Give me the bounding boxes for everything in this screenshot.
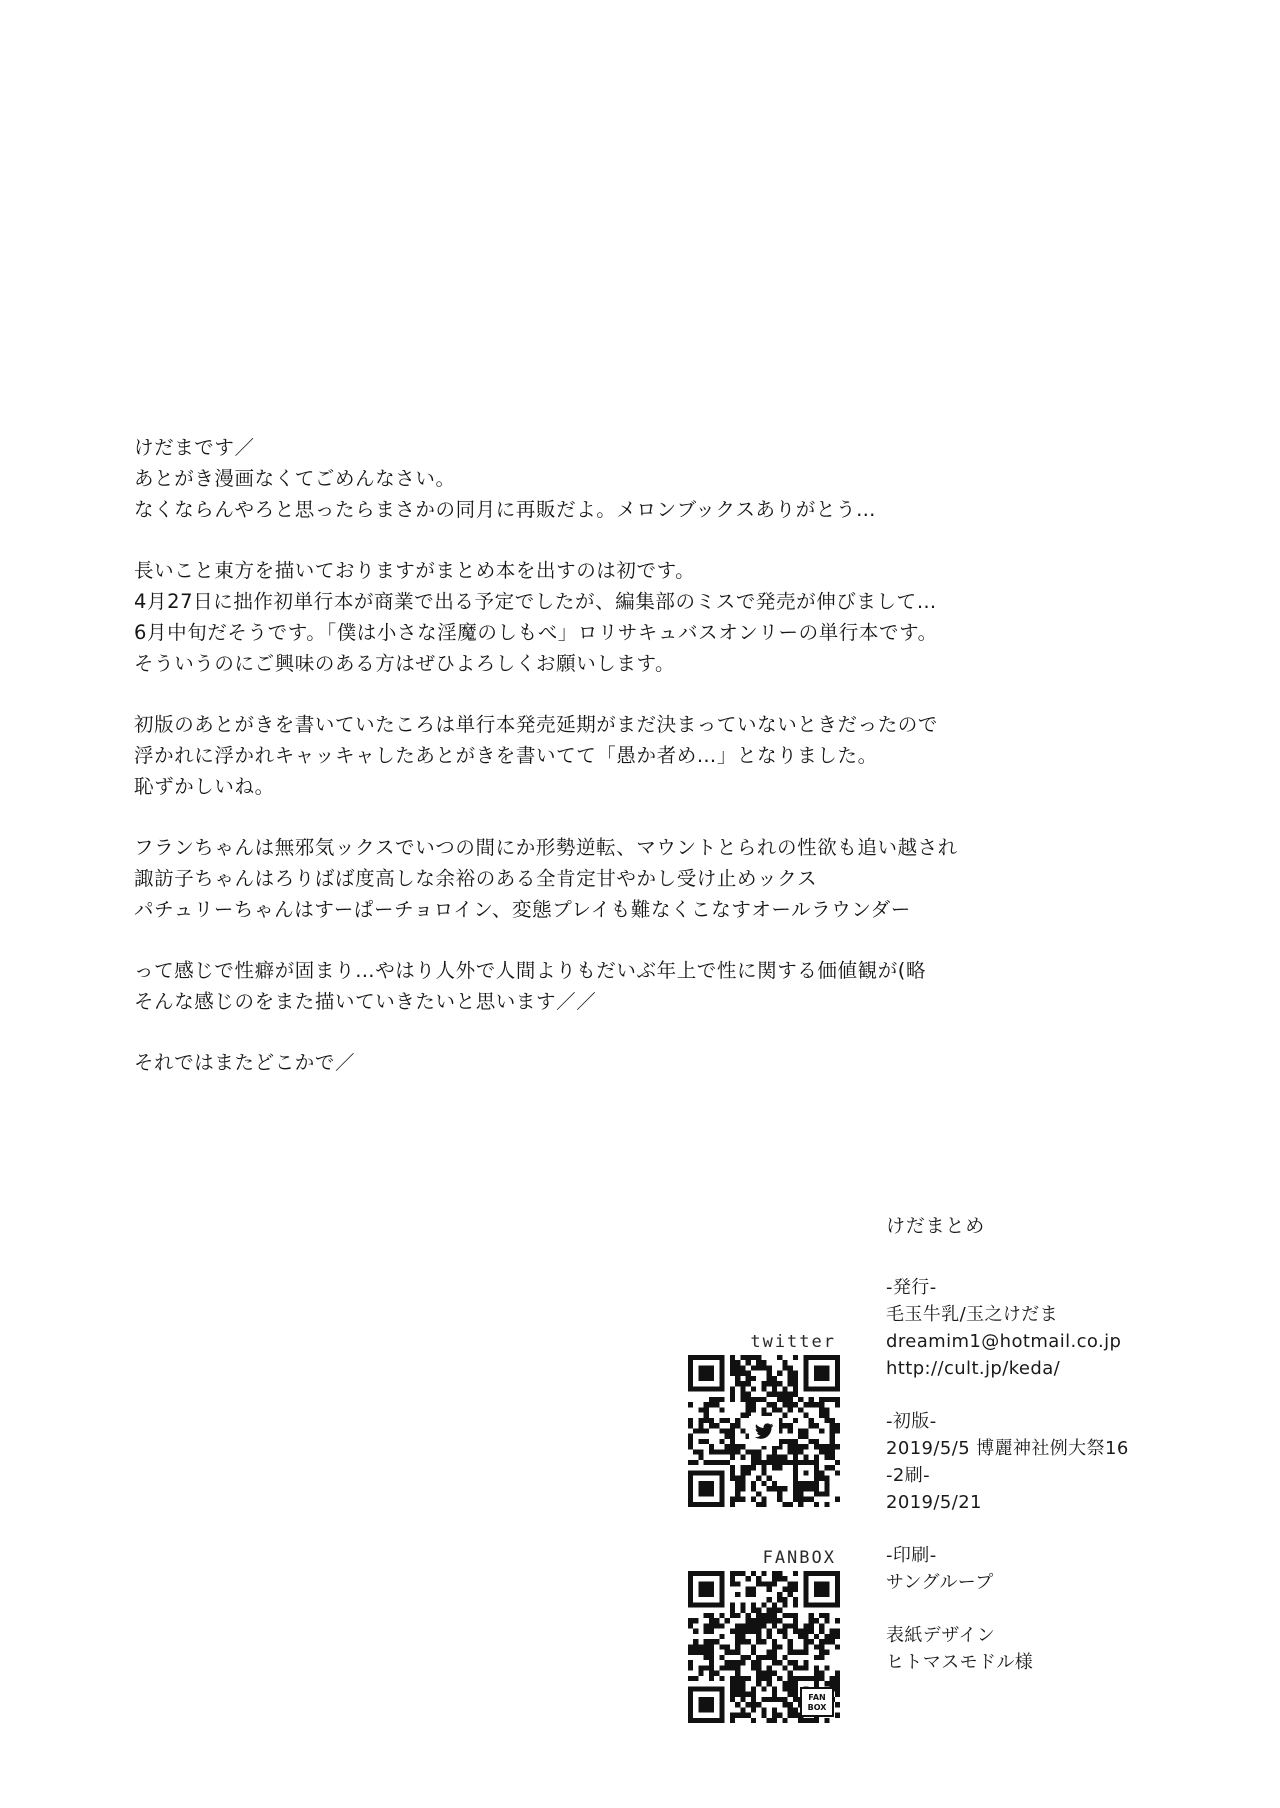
afterword-paragraph <box>134 832 1144 925</box>
afterword-paragraph <box>134 1047 1144 1078</box>
colophon-group-editions <box>886 1408 1216 1516</box>
afterword-paragraph <box>134 955 1144 1017</box>
colophon-line: 毛玉牛乳/玉之けだま <box>886 1304 1059 1325</box>
afterword-line: あとがき漫画なくてごめんなさい。 <box>134 467 456 490</box>
qr-code-fanbox[interactable] <box>688 1548 840 1723</box>
qr-code-twitter[interactable] <box>688 1332 840 1507</box>
afterword-line: パチュリーちゃんはすーぱーチョロイン、変態プレイも難なくこなすオールラウンダー <box>134 898 911 921</box>
afterword-line: 初版のあとがきを書いていたころは単行本発売延期がまだ決まっていないときだったので <box>134 713 939 736</box>
afterword-line: 6月中旬だそうです。「僕は小さな淫魔のしもべ」ロリサキュバスオンリーの単行本です。 <box>134 621 938 644</box>
colophon-group-printer <box>886 1542 1216 1596</box>
afterword-paragraph <box>134 555 1144 679</box>
colophon-line: 2019/5/5 博麗神社例大祭16 <box>886 1438 1129 1459</box>
colophon-url: http://cult.jp/keda/ <box>886 1358 1061 1379</box>
qr-image-twitter[interactable] <box>688 1355 840 1507</box>
colophon-line: -2刷- <box>886 1465 931 1486</box>
colophon-group-publisher <box>886 1274 1216 1382</box>
afterword-line: けだまです／ <box>134 436 255 459</box>
colophon-line: ヒトマスモドル様 <box>886 1652 1034 1673</box>
afterword-line: それではまたどこかで／ <box>134 1051 356 1074</box>
afterword-line: そういうのにご興味のある方はぜひよろしくお願いします。 <box>134 652 676 675</box>
colophon-line: -発行- <box>886 1277 937 1298</box>
qr-image-fanbox[interactable] <box>688 1571 840 1723</box>
colophon-email: dreamim1@hotmail.co.jp <box>886 1331 1122 1352</box>
afterword-paragraph <box>134 709 1144 802</box>
colophon-line: サングループ <box>886 1572 994 1593</box>
colophon-block <box>886 1212 1216 1676</box>
afterword-paragraph <box>134 432 1144 525</box>
twitter-bird-icon <box>749 1416 779 1446</box>
colophon-title: けだまとめ <box>886 1215 986 1237</box>
afterword-line: なくならんやろと思ったらまさかの同月に再販だよ。メロンブックスありがとう… <box>134 498 877 521</box>
afterword-line: 恥ずかしいね。 <box>134 775 275 798</box>
colophon-group-cover-design <box>886 1622 1216 1676</box>
afterword-text-block <box>134 432 1144 1078</box>
qr-caption-twitter: twitter <box>750 1332 836 1352</box>
qr-caption-fanbox: FANBOX <box>762 1548 836 1568</box>
afterword-line: 浮かれに浮かれキャッキャしたあとがきを書いてて「愚か者め…」となりました。 <box>134 744 878 767</box>
colophon-line: 表紙デザイン <box>886 1625 996 1646</box>
colophon-line: -印刷- <box>886 1545 937 1566</box>
colophon-line: -初版- <box>886 1411 937 1432</box>
afterword-line: 4月27日に拙作初単行本が商業で出る予定でしたが、編集部のミスで発売が伸びまして… <box>134 590 937 613</box>
fanbox-badge-icon: FAN BOX <box>800 1687 834 1717</box>
colophon-line: 2019/5/21 <box>886 1492 982 1513</box>
afterword-line: フランちゃんは無邪気ックスでいつの間にか形勢逆転、マウントとられの性欲も追い越され <box>134 836 958 859</box>
afterword-line: 諏訪子ちゃんはろりばば度高しな余裕のある全肯定甘やかし受け止めックス <box>134 867 818 890</box>
afterword-line: そんな感じのをまた描いていきたいと思います／／ <box>134 990 597 1013</box>
afterword-line: って感じで性癖が固まり…やはり人外で人間よりもだいぶ年上で性に関する価値観が(略 <box>134 959 927 982</box>
afterword-line: 長いこと東方を描いておりますがまとめ本を出すのは初です。 <box>134 559 696 582</box>
